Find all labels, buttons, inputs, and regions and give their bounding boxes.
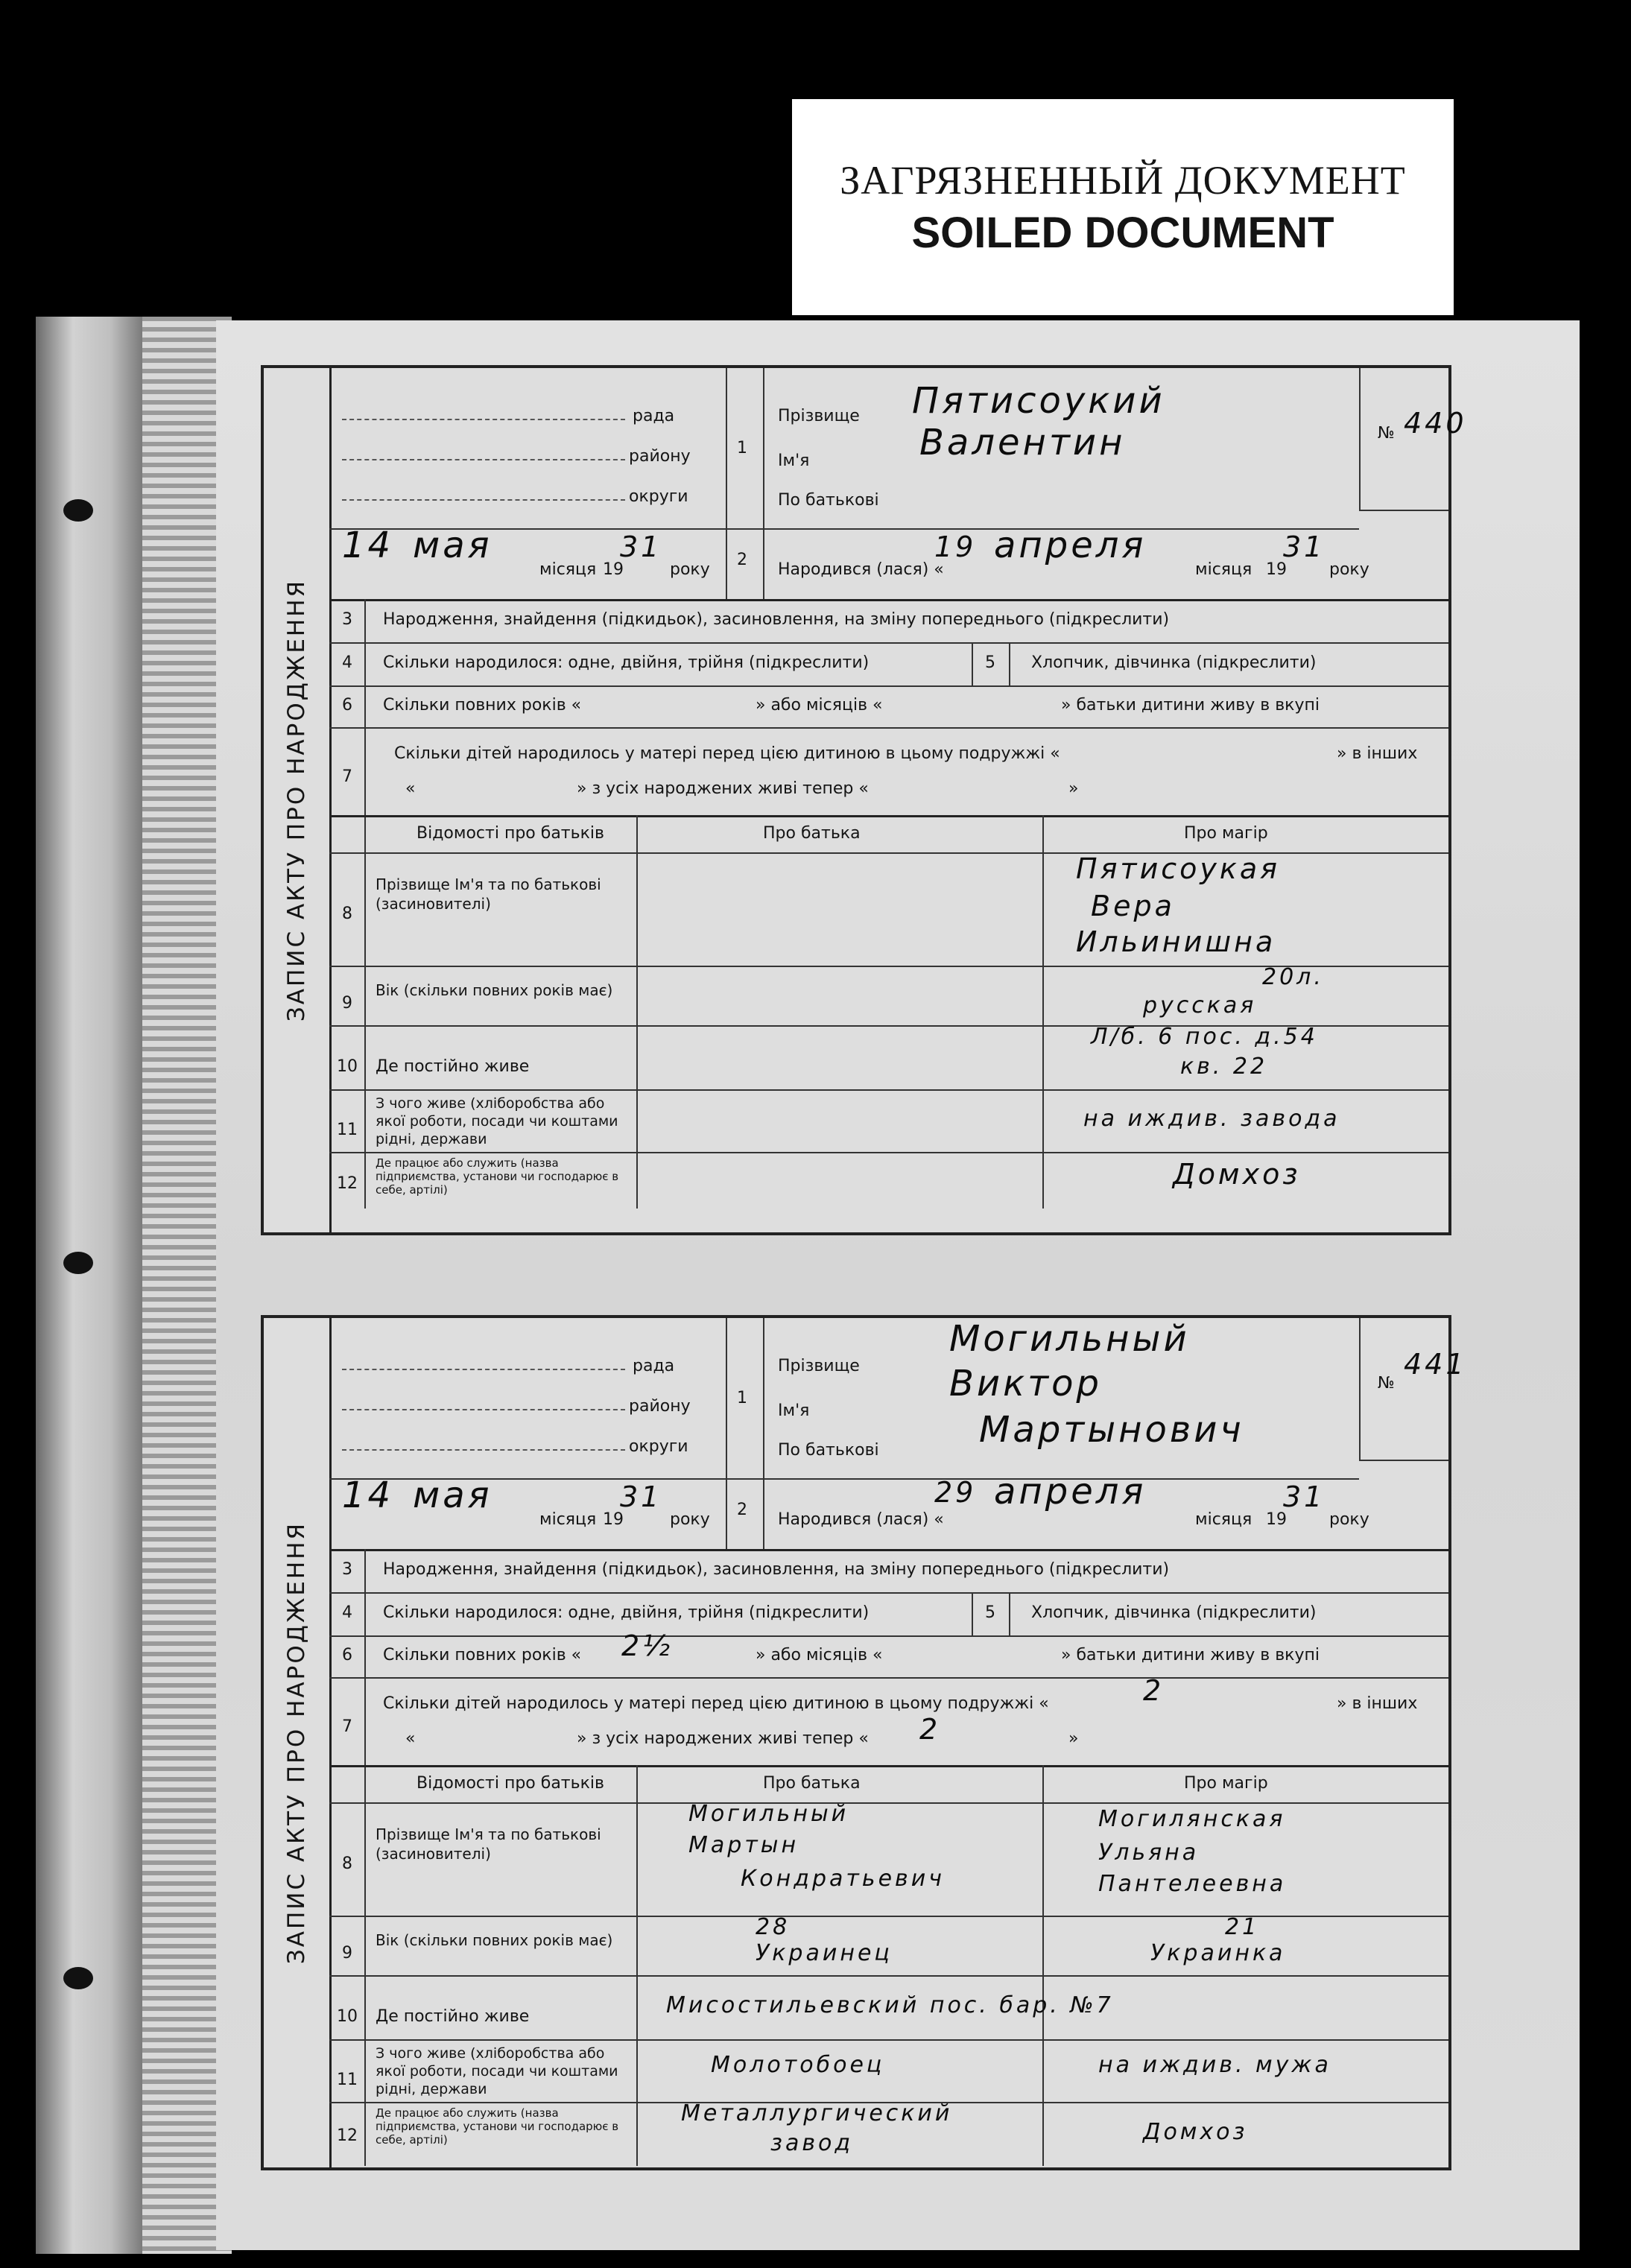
mother-name: Вера bbox=[1091, 890, 1175, 922]
father-column-header: Про батька bbox=[763, 1774, 861, 1793]
registration-month: мая bbox=[413, 525, 493, 566]
month-label: місяця bbox=[1195, 560, 1252, 579]
record-side-title: ЗАПИС АКТУ ПРО НАРОДЖЕННЯ bbox=[264, 368, 332, 1232]
mother-address: Л/б. 6 пос. д.54 bbox=[1091, 1024, 1318, 1050]
divider bbox=[726, 368, 727, 599]
family-address: Мисостильевский пос. бар. №7 bbox=[666, 1992, 1114, 2018]
divider bbox=[329, 642, 1448, 644]
rada-label: рада bbox=[633, 1357, 675, 1375]
registration-year: 31 bbox=[620, 1480, 662, 1513]
alive-children: 2 bbox=[919, 1713, 941, 1746]
field-number-10: 10 bbox=[337, 1057, 358, 1076]
row-4-text: Скільки народилося: одне, двійня, трійня (підкреслити) bbox=[383, 1603, 870, 1622]
field-number-1: 1 bbox=[737, 1389, 747, 1407]
child-surname: Пятисоукий bbox=[912, 380, 1165, 422]
divider bbox=[1042, 1765, 1044, 2166]
row-7-text-c: « bbox=[405, 1729, 416, 1748]
row-12-label: Де працює або служить (назва підприємства, установи чи господарює в себе, артілі) bbox=[376, 2106, 619, 2147]
divider bbox=[329, 852, 1448, 854]
book-binding bbox=[36, 317, 142, 2254]
binding-hole bbox=[63, 499, 93, 522]
divider bbox=[1359, 1460, 1448, 1461]
label-russian: ЗАГРЯЗНЕННЫЙ ДОКУМЕНТ bbox=[840, 157, 1406, 203]
field-number-9: 9 bbox=[342, 1944, 352, 1963]
row-6-years: Скільки повних років « bbox=[383, 696, 582, 715]
mother-name: Ульяна bbox=[1098, 1840, 1200, 1866]
divider bbox=[1009, 1592, 1010, 1635]
divider bbox=[636, 1765, 638, 2166]
row-9-label: Вік (скільки повних років має) bbox=[376, 981, 613, 999]
month-label: місяця bbox=[1195, 1510, 1252, 1529]
okrugy-label: округи bbox=[629, 1437, 688, 1456]
row-10-label: Де постійно живе bbox=[376, 1057, 530, 1076]
field-number-9: 9 bbox=[342, 994, 352, 1013]
field-number-11: 11 bbox=[337, 1121, 358, 1139]
mother-workplace: Домхоз bbox=[1143, 2119, 1248, 2145]
year-prefix: 19 bbox=[603, 560, 624, 579]
row-3-text: Народження, знайдення (підкидьок), засиновлення, на зміну попереднього (підкреслити) bbox=[383, 1560, 1170, 1579]
registration-day: 14 bbox=[342, 1474, 394, 1516]
field-number-2: 2 bbox=[737, 1501, 747, 1519]
child-patronymic: Мартынович bbox=[979, 1409, 1244, 1451]
row-9-label: Вік (скільки повних років має) bbox=[376, 1931, 613, 1949]
row-8-label: Прізвище Ім'я та по батькові (засиновителі) bbox=[376, 1825, 601, 1863]
row-7-text-b: » в інших bbox=[1337, 744, 1418, 763]
father-workplace-2: завод bbox=[770, 2130, 854, 2156]
mother-nationality: русская bbox=[1143, 992, 1257, 1019]
registration-month: мая bbox=[413, 1474, 493, 1516]
field-number-6: 6 bbox=[342, 696, 352, 715]
divider bbox=[329, 1152, 1448, 1153]
okrugy-label: округи bbox=[629, 487, 688, 506]
born-label: Народився (лася) « bbox=[778, 560, 944, 579]
divider bbox=[763, 1318, 764, 1549]
divider bbox=[329, 1592, 1448, 1594]
divider bbox=[1359, 510, 1448, 511]
field-number-5: 5 bbox=[985, 653, 995, 672]
divider bbox=[329, 1765, 1448, 1767]
year-label: року bbox=[1329, 560, 1369, 579]
raion-line bbox=[342, 1409, 625, 1410]
field-number-12: 12 bbox=[337, 2126, 358, 2145]
mother-age: 21 bbox=[1225, 1914, 1260, 1940]
mother-surname: Могилянская bbox=[1098, 1806, 1286, 1832]
label-english: SOILED DOCUMENT bbox=[911, 208, 1334, 257]
divider bbox=[329, 1635, 1448, 1637]
field-number-4: 4 bbox=[342, 653, 352, 672]
born-label: Народився (лася) « bbox=[778, 1510, 944, 1529]
number-label: № bbox=[1378, 424, 1395, 443]
father-patronymic: Кондратьевич bbox=[741, 1866, 945, 1892]
divider bbox=[329, 599, 1448, 601]
raion-label: району bbox=[629, 1397, 691, 1416]
mother-workplace: Домхоз bbox=[1173, 1158, 1301, 1191]
okrugy-line bbox=[342, 499, 625, 501]
divider bbox=[329, 1802, 1448, 1804]
divider bbox=[329, 1975, 1448, 1977]
father-workplace: Металлургический bbox=[681, 2100, 953, 2126]
row-7-text-a: Скільки дітей народилось у матері перед цією дитиною в цьому подружжі « bbox=[394, 744, 1060, 763]
parents-info-header: Відомості про батьків bbox=[417, 824, 604, 843]
field-number-8: 8 bbox=[342, 905, 352, 923]
row-4-text: Скільки народилося: одне, двійня, трійня (підкреслити) bbox=[383, 653, 870, 672]
rada-line bbox=[342, 419, 625, 420]
row-6-months: » або місяців « bbox=[756, 1646, 883, 1664]
birth-record-440 bbox=[261, 365, 1467, 1235]
birth-day: 29 bbox=[934, 1476, 977, 1509]
row-7-text-d: » з усіх народжених живі тепер « bbox=[577, 779, 869, 798]
binding-hole bbox=[63, 1252, 93, 1274]
prior-children: 2 bbox=[1143, 1674, 1165, 1707]
field-number-8: 8 bbox=[342, 1854, 352, 1873]
record-number: 440 bbox=[1404, 407, 1467, 440]
registration-year: 31 bbox=[620, 530, 662, 563]
year-prefix: 19 bbox=[603, 1510, 624, 1529]
row-6-years: Скільки повних років « bbox=[383, 1646, 582, 1664]
divider bbox=[972, 1592, 973, 1635]
soiled-document-label bbox=[792, 99, 1454, 315]
month-label: місяця bbox=[539, 1510, 597, 1529]
field-number-10: 10 bbox=[337, 2007, 358, 2026]
binding-hole bbox=[63, 1967, 93, 1989]
record-side-title: ЗАПИС АКТУ ПРО НАРОДЖЕННЯ bbox=[264, 1318, 332, 2167]
mother-patronymic: Ильинишна bbox=[1076, 925, 1276, 958]
divider bbox=[1042, 815, 1044, 1209]
row-11-label: З чого живе (хліборобства або якої роботи, посади чи коштами рідні, держави bbox=[376, 2045, 618, 2097]
name-label: Ім'я bbox=[778, 452, 810, 470]
month-label: місяця bbox=[539, 560, 597, 579]
years-together: 2½ bbox=[621, 1629, 674, 1662]
child-name: Виктор bbox=[949, 1363, 1102, 1404]
father-name: Мартын bbox=[688, 1832, 799, 1858]
divider bbox=[364, 1549, 366, 2166]
mother-surname: Пятисоукая bbox=[1076, 852, 1280, 885]
father-column-header: Про батька bbox=[763, 824, 861, 843]
divider bbox=[329, 1549, 1448, 1551]
row-7-text-e: » bbox=[1068, 779, 1079, 798]
mother-nationality: Украинка bbox=[1150, 1940, 1286, 1966]
surname-label: Прізвище bbox=[778, 1357, 860, 1375]
field-number-5: 5 bbox=[985, 1603, 995, 1622]
row-8-label: Прізвище Ім'я та по батькові (засиновителі) bbox=[376, 875, 601, 913]
patronymic-label: По батькові bbox=[778, 1441, 879, 1460]
child-name: Валентин bbox=[919, 422, 1126, 463]
row-3-text: Народження, знайдення (підкидьок), засиновлення, на зміну попереднього (підкреслити) bbox=[383, 610, 1170, 629]
divider bbox=[329, 727, 1448, 729]
row-10-label: Де постійно живе bbox=[376, 2007, 530, 2026]
divider bbox=[763, 368, 764, 599]
rada-line bbox=[342, 1369, 625, 1370]
name-label: Ім'я bbox=[778, 1401, 810, 1420]
father-livelihood: Молотобоец bbox=[711, 2052, 885, 2078]
mother-column-header: Про магір bbox=[1184, 824, 1268, 843]
divider bbox=[1359, 1318, 1361, 1460]
rada-label: рада bbox=[633, 407, 675, 425]
birth-year: 31 bbox=[1283, 530, 1326, 563]
divider bbox=[329, 685, 1448, 687]
row-12-label: Де працює або служить (назва підприємства, установи чи господарює в себе, артілі) bbox=[376, 1156, 619, 1197]
okrugy-line bbox=[342, 1449, 625, 1451]
field-number-11: 11 bbox=[337, 2071, 358, 2089]
year-label: року bbox=[1329, 1510, 1369, 1529]
row-7-text-b: » в інших bbox=[1337, 1694, 1418, 1713]
field-number-7: 7 bbox=[342, 1717, 352, 1736]
father-age: 28 bbox=[756, 1914, 791, 1940]
divider bbox=[329, 1677, 1448, 1679]
year-prefix: 19 bbox=[1266, 560, 1287, 579]
father-nationality: Украинец bbox=[756, 1940, 893, 1966]
birth-month: апреля bbox=[994, 1471, 1147, 1512]
mother-livelihood: на иждив. мужа bbox=[1098, 2052, 1331, 2078]
parents-info-header: Відомості про батьків bbox=[417, 1774, 604, 1793]
mother-address-apt: кв. 22 bbox=[1180, 1054, 1268, 1080]
registration-day: 14 bbox=[342, 525, 394, 566]
surname-label: Прізвище bbox=[778, 407, 860, 425]
record-number: 441 bbox=[1404, 1348, 1467, 1381]
birth-year: 31 bbox=[1283, 1480, 1326, 1513]
child-surname: Могильный bbox=[949, 1318, 1190, 1360]
field-number-12: 12 bbox=[337, 1174, 358, 1193]
divider bbox=[329, 1089, 1448, 1091]
field-number-3: 3 bbox=[342, 610, 352, 629]
field-number-7: 7 bbox=[342, 767, 352, 786]
birth-month: апреля bbox=[994, 525, 1147, 566]
row-6-together: » батьки дитини живу в вкупі bbox=[1061, 1646, 1320, 1664]
mother-column-header: Про магір bbox=[1184, 1774, 1268, 1793]
divider bbox=[1009, 642, 1010, 685]
row-5-text: Хлопчик, дівчинка (підкреслити) bbox=[1031, 1603, 1317, 1622]
divider bbox=[329, 1916, 1448, 1917]
field-number-4: 4 bbox=[342, 1603, 352, 1622]
field-number-3: 3 bbox=[342, 1560, 352, 1579]
number-label: № bbox=[1378, 1374, 1395, 1393]
divider bbox=[364, 599, 366, 1209]
patronymic-label: По батькові bbox=[778, 491, 879, 510]
raion-line bbox=[342, 459, 625, 460]
field-number-1: 1 bbox=[737, 439, 747, 457]
row-7-text-a: Скільки дітей народилось у матері перед цією дитиною в цьому подружжі « bbox=[383, 1694, 1049, 1713]
birth-record-441 bbox=[261, 1315, 1467, 2170]
divider bbox=[636, 815, 638, 1209]
field-number-2: 2 bbox=[737, 551, 747, 569]
divider bbox=[972, 642, 973, 685]
raion-label: району bbox=[629, 447, 691, 466]
father-surname: Могильный bbox=[688, 1801, 849, 1827]
field-number-6: 6 bbox=[342, 1646, 352, 1664]
divider bbox=[329, 2039, 1448, 2041]
divider bbox=[1359, 368, 1361, 510]
mother-patronymic: Пантелеевна bbox=[1098, 1871, 1287, 1897]
mother-livelihood: на иждив. завода bbox=[1083, 1106, 1340, 1132]
year-label: року bbox=[670, 1510, 710, 1529]
mother-age: 20л. bbox=[1262, 964, 1324, 990]
row-5-text: Хлопчик, дівчинка (підкреслити) bbox=[1031, 653, 1317, 672]
row-7-text-c: « bbox=[405, 779, 416, 798]
row-6-months: » або місяців « bbox=[756, 696, 883, 715]
divider bbox=[329, 815, 1448, 817]
year-label: року bbox=[670, 560, 710, 579]
year-prefix: 19 bbox=[1266, 1510, 1287, 1529]
row-6-together: » батьки дитини живу в вкупі bbox=[1061, 696, 1320, 715]
row-11-label: З чого живе (хліборобства або якої роботи, посади чи коштами рідні, держави bbox=[376, 1095, 618, 1147]
divider bbox=[726, 1318, 727, 1549]
row-7-text-e: » bbox=[1068, 1729, 1079, 1748]
birth-day: 19 bbox=[934, 530, 977, 563]
row-7-text-d: » з усіх народжених живі тепер « bbox=[577, 1729, 869, 1748]
